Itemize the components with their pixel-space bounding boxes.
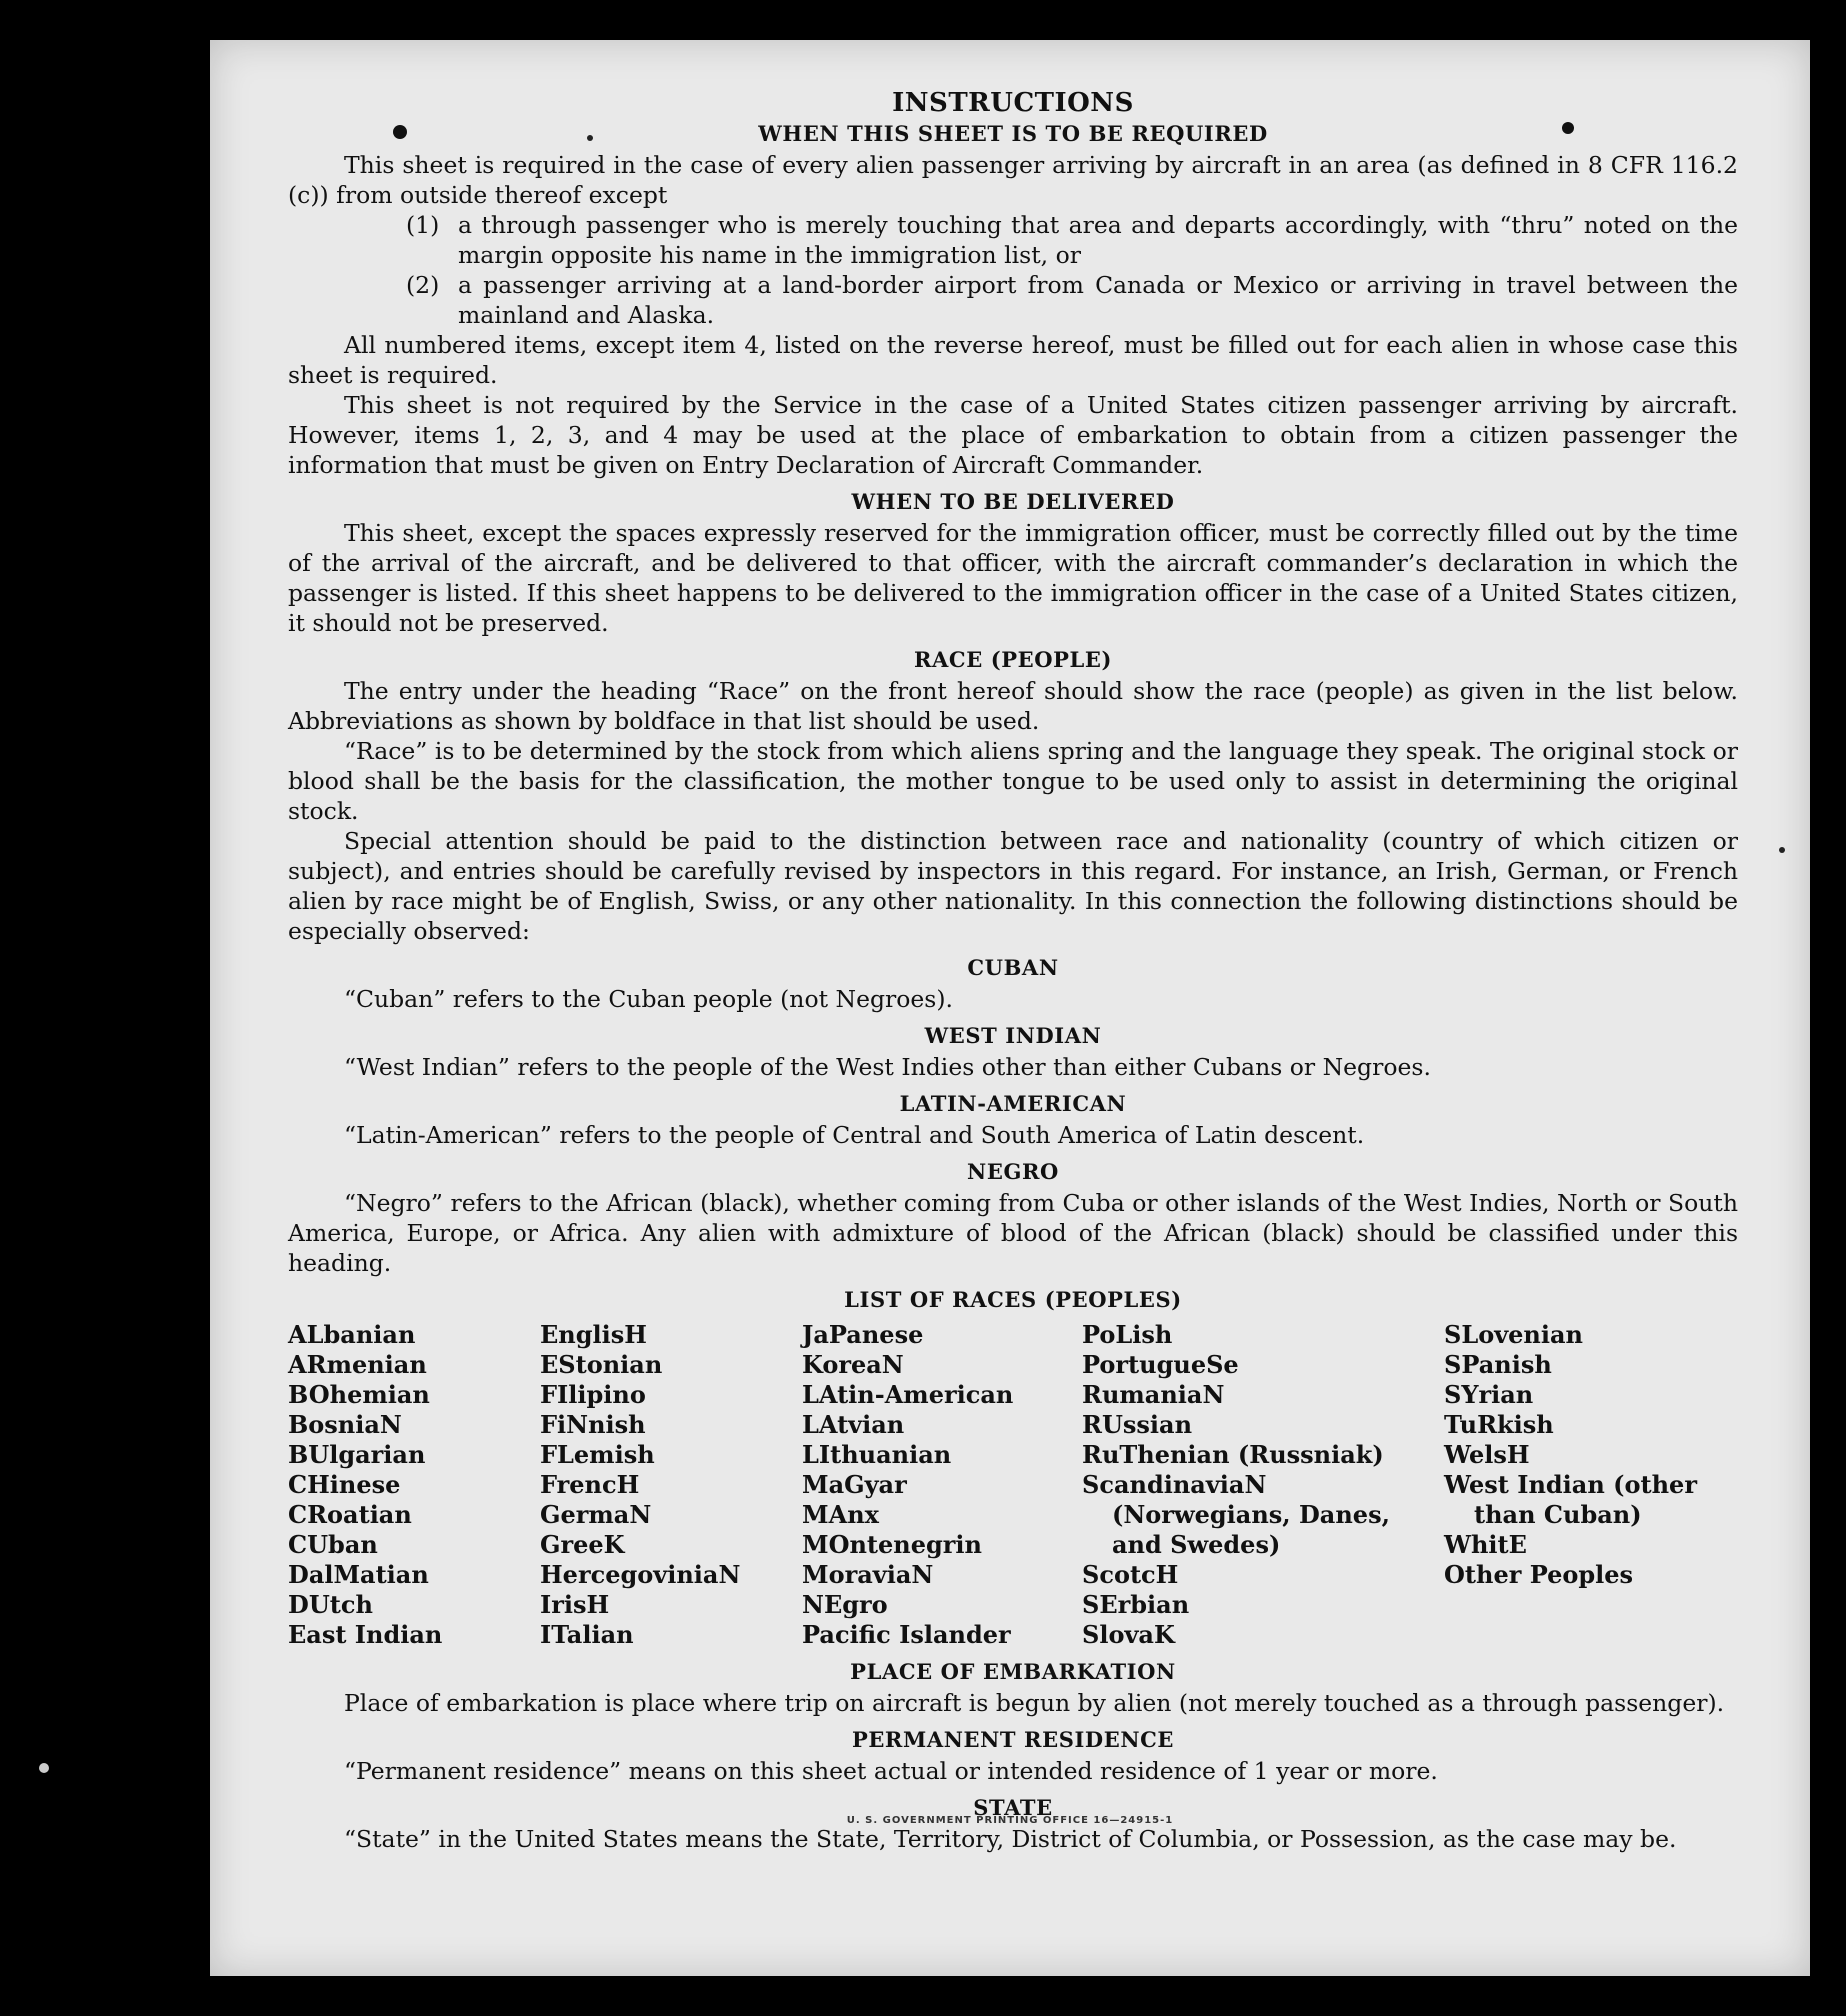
race-item: DalMatian	[288, 1560, 429, 1589]
race-item: BosniaN	[288, 1410, 402, 1439]
race-item: HercegoviniaN	[540, 1560, 741, 1589]
race-item: DUtch	[288, 1590, 373, 1619]
race-item: CRoatian	[288, 1500, 412, 1529]
cuban-text: “Cuban” refers to the Cuban people (not Negroes).	[344, 985, 954, 1013]
race-item: JaPanese	[802, 1320, 924, 1349]
when-delivered-text: This sheet, except the spaces expressly reserved for the immigration officer, must be correctly filled out by the time of the arrival of the aircraft, and be delivered to that officer, with the aircraft commander’s declaration in which the passenger is listed. If this sheet happens to be delivered to the immigration officer in the case of a United States citizen, it should not be preserved.	[288, 519, 1738, 637]
state-text: “State” in the United States means the State, Territory, District of Columbia, or Possession, as the case may be.	[344, 1825, 1677, 1853]
numbered-items-paragraph: All numbered items, except item 4, listed on the reverse hereof, must be filled out for each alien in whose case this sheet is required.	[288, 331, 1738, 389]
race-item: Other Peoples	[1444, 1560, 1634, 1589]
citizen-paragraph: This sheet is not required by the Service in the case of a United States citizen passenger arriving by aircraft. However, items 1, 2, 3, and 4 may be used at the place of embarkation to obtain from a citizen passenger the information that must be given on Entry Declaration of Aircraft Commander.	[288, 391, 1738, 479]
race-item: ScotcH	[1082, 1560, 1179, 1589]
heading-race: RACE (PEOPLE)	[913, 647, 1113, 672]
race-item: SErbian	[1082, 1590, 1190, 1619]
race-item: ScandinaviaN (Norwegians, Danes, and Swedes)	[1082, 1470, 1390, 1559]
race-paragraph-2: “Race” is to be determined by the stock from which aliens spring and the language they speak. The original stock or blood shall be the basis for the classification, the mother tongue to be used only to assist in determining the original stock.	[288, 737, 1738, 825]
heading-latin-american: LATIN-AMERICAN	[899, 1091, 1127, 1116]
race-item: GreeK	[540, 1530, 625, 1559]
condition-text: a passenger arriving at a land-border airport from Canada or Mexico or arriving in travel between the mainland and Alaska.	[458, 271, 1738, 329]
heading-when-delivered: WHEN TO BE DELIVERED	[851, 489, 1175, 514]
heading-list-of-races: LIST OF RACES (PEOPLES)	[844, 1287, 1182, 1312]
race-item: LAtvian	[802, 1410, 905, 1439]
heading-west-indian: WEST INDIAN	[924, 1023, 1102, 1048]
race-item: IrisH	[540, 1590, 610, 1619]
heading-state: STATE	[973, 1795, 1053, 1820]
race-item: FrencH	[540, 1470, 640, 1499]
heading-residence: PERMANENT RESIDENCE	[851, 1727, 1175, 1752]
races-column	[288, 1320, 540, 1650]
residence-text: “Permanent residence” means on this sheet actual or intended residence of 1 year or more.	[344, 1757, 1438, 1785]
race-item: GermaN	[540, 1500, 652, 1529]
page-title: INSTRUCTIONS	[892, 88, 1134, 118]
condition-number: (2)	[406, 271, 440, 299]
heading-embarkation: PLACE OF EMBARKATION	[850, 1659, 1176, 1684]
condition-2	[406, 270, 1738, 330]
race-item: East Indian	[288, 1620, 443, 1649]
race-item: MaGyar	[802, 1470, 907, 1499]
race-item: BOhemian	[288, 1380, 430, 1409]
document-content	[288, 86, 1738, 1854]
race-item: WhitE	[1444, 1530, 1527, 1559]
condition-text: a through passenger who is merely touching that area and departs accordingly, with “thru” noted on the margin opposite his name in the immigration list, or	[458, 211, 1738, 269]
race-item: West Indian (other than Cuban)	[1444, 1470, 1697, 1529]
races-column	[1082, 1320, 1444, 1650]
condition-1	[406, 210, 1738, 270]
document-sheet	[210, 40, 1810, 1976]
race-item: FIlipino	[540, 1380, 646, 1409]
race-item: PortugueSe	[1082, 1350, 1239, 1379]
race-item: BUlgarian	[288, 1440, 426, 1469]
embarkation-text: Place of embarkation is place where trip on aircraft is begun by alien (not merely touched as a through passenger).	[344, 1689, 1725, 1717]
race-item: EStonian	[540, 1350, 663, 1379]
race-item: SYrian	[1444, 1380, 1534, 1409]
west-indian-text: “West Indian” refers to the people of the West Indies other than either Cubans or Negroes.	[344, 1053, 1431, 1081]
race-item: ITalian	[540, 1620, 634, 1649]
race-item: RUssian	[1082, 1410, 1193, 1439]
condition-number: (1)	[406, 211, 440, 239]
heading-when-required: WHEN THIS SHEET IS TO BE REQUIRED	[758, 121, 1268, 146]
race-item: FLemish	[540, 1440, 655, 1469]
race-item: SPanish	[1444, 1350, 1552, 1379]
race-item: CUban	[288, 1530, 378, 1559]
speck	[39, 1763, 49, 1773]
race-item: NEgro	[802, 1590, 888, 1619]
race-item: SlovaK	[1082, 1620, 1175, 1649]
race-item: FiNnish	[540, 1410, 646, 1439]
race-item: MOntenegrin	[802, 1530, 982, 1559]
when-required-intro: This sheet is required in the case of every alien passenger arriving by aircraft in an area (as defined in 8 CFR 116.2 (c)) from outside thereof except	[288, 151, 1738, 209]
heading-cuban: CUBAN	[967, 955, 1059, 980]
races-column	[802, 1320, 1082, 1650]
race-paragraph-1: The entry under the heading “Race” on the front hereof should show the race (people) as given in the list below. Abbreviations as shown by boldface in that list should be used.	[288, 677, 1738, 735]
races-column	[1444, 1320, 1744, 1650]
race-item: EnglisH	[540, 1320, 647, 1349]
race-item: LAtin-American	[802, 1380, 1014, 1409]
races-list	[288, 1320, 1738, 1650]
printer-footer: U. S. GOVERNMENT PRINTING OFFICE 16—24915-1	[846, 1815, 1174, 1826]
race-item: PoLish	[1082, 1320, 1173, 1349]
latin-american-text: “Latin-American” refers to the people of Central and South America of Latin descent.	[344, 1121, 1365, 1149]
race-item: SLovenian	[1444, 1320, 1583, 1349]
race-item: LIthuanian	[802, 1440, 952, 1469]
race-item: Pacific Islander	[802, 1620, 1011, 1649]
race-item: ARmenian	[288, 1350, 427, 1379]
race-item: TuRkish	[1444, 1410, 1554, 1439]
heading-negro: NEGRO	[967, 1159, 1059, 1184]
race-item: RumaniaN	[1082, 1380, 1225, 1409]
race-item: KoreaN	[802, 1350, 904, 1379]
race-item: CHinese	[288, 1470, 401, 1499]
race-item: MoraviaN	[802, 1560, 934, 1589]
race-item: ALbanian	[288, 1320, 416, 1349]
race-paragraph-3: Special attention should be paid to the distinction between race and nationality (country of which citizen or subject), and entries should be carefully revised by inspectors in this regard. For instance, an Irish, German, or French alien by race might be of English, Swiss, or any other nationality. In this connection the following distinctions should be especially observed:	[288, 827, 1738, 945]
race-item: WelsH	[1444, 1440, 1530, 1469]
races-column	[540, 1320, 802, 1650]
negro-text: “Negro” refers to the African (black), whether coming from Cuba or other islands of the West Indies, North or South America, Europe, or Africa. Any alien with admixture of blood of the African (black) should be classified under this heading.	[288, 1189, 1738, 1277]
race-item: MAnx	[802, 1500, 879, 1529]
race-item: RuThenian (Russniak)	[1082, 1440, 1384, 1469]
